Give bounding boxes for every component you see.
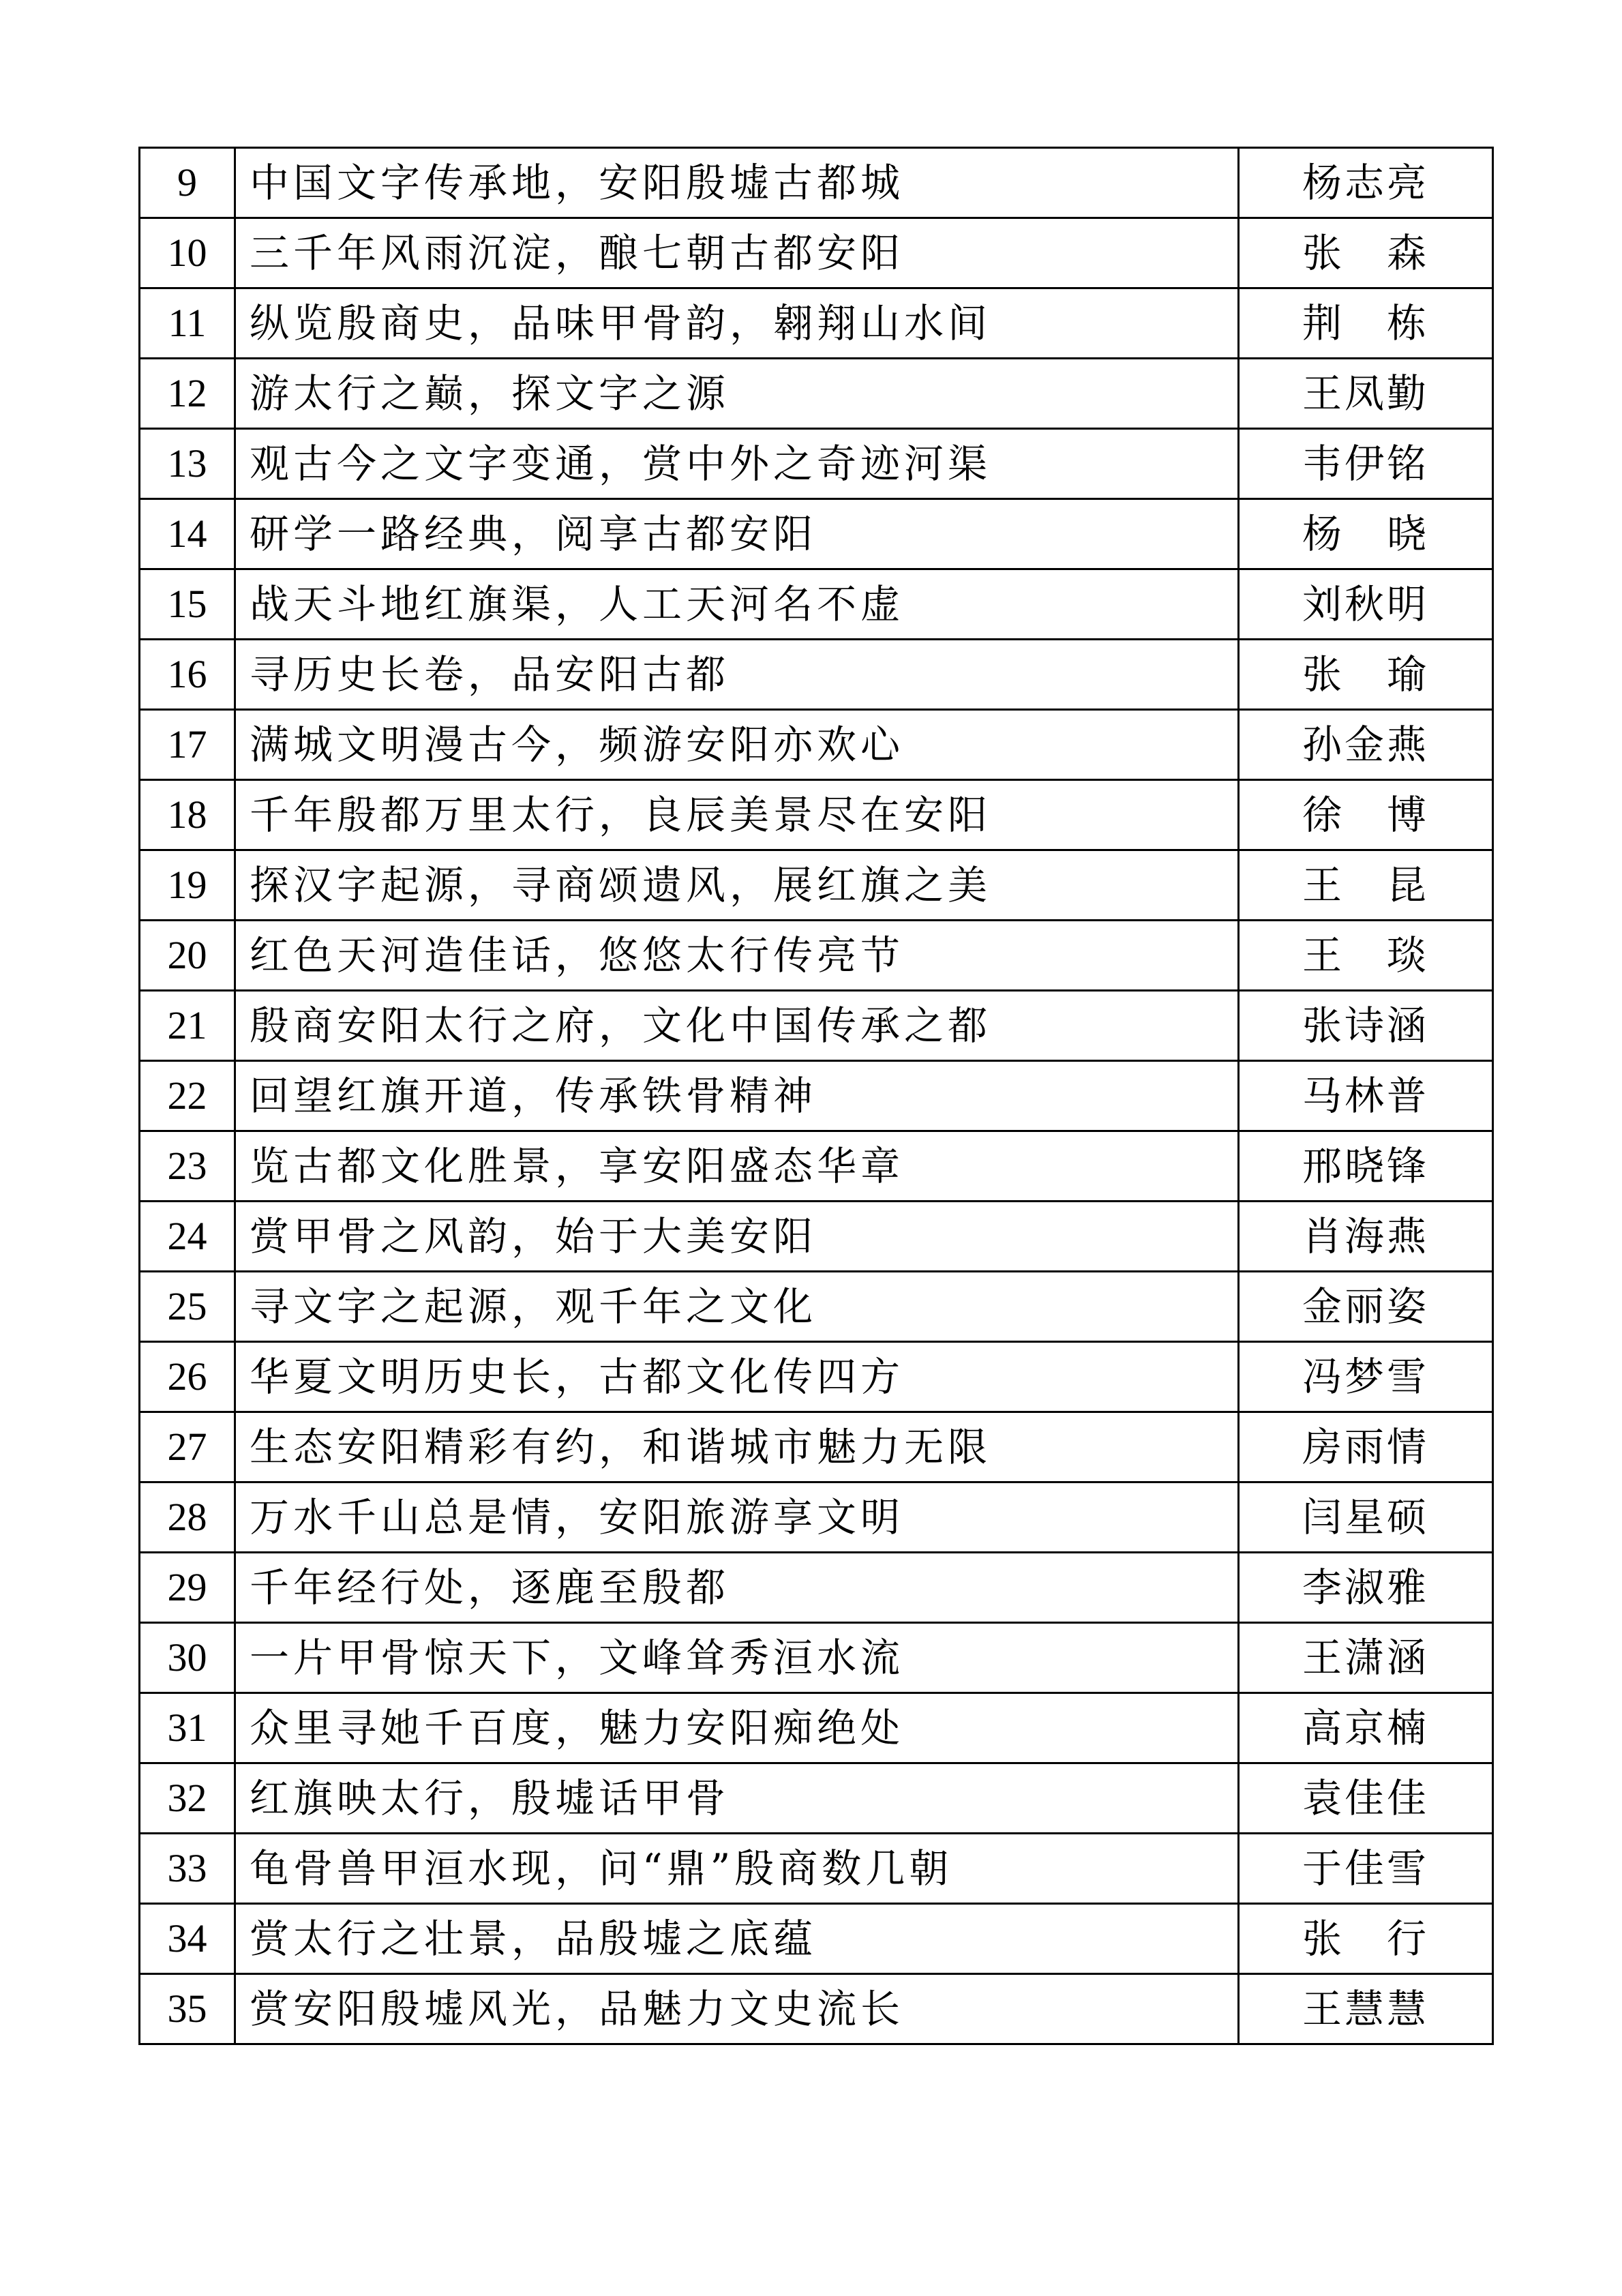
entry-title: 寻历史长卷，品安阳古都: [235, 640, 1239, 710]
entry-title: 殷商安阳太行之府，文化中国传承之都: [235, 991, 1239, 1061]
table-row: [140, 148, 1493, 218]
table-row: [140, 1342, 1493, 1412]
entry-title: 研学一路经典，阅享古都安阳: [235, 499, 1239, 569]
entry-author: 邢晓锋: [1239, 1131, 1493, 1202]
entry-title: 满城文明漫古今，频游安阳亦欢心: [235, 710, 1239, 780]
table-row: [140, 1974, 1493, 2044]
entry-title: 三千年风雨沉淀，酿七朝古都安阳: [235, 218, 1239, 288]
entry-title: 红色天河造佳话，悠悠太行传亮节: [235, 921, 1239, 991]
entry-number: 11: [140, 288, 235, 359]
entry-number: 23: [140, 1131, 235, 1202]
table-row: [140, 1202, 1493, 1272]
table-row: [140, 429, 1493, 499]
entry-author: 房雨情: [1239, 1412, 1493, 1482]
entry-author: 王 昆: [1239, 850, 1493, 921]
table-row: [140, 1272, 1493, 1342]
entry-author: 李淑雅: [1239, 1553, 1493, 1623]
entry-author: 王慧慧: [1239, 1974, 1493, 2044]
entry-author: 孙金燕: [1239, 710, 1493, 780]
entry-title: 华夏文明历史长，古都文化传四方: [235, 1342, 1239, 1412]
table-row: [140, 499, 1493, 569]
table-row: [140, 1763, 1493, 1834]
entry-number: 21: [140, 991, 235, 1061]
entry-author: 高京楠: [1239, 1693, 1493, 1763]
table-row: [140, 1412, 1493, 1482]
table-row: [140, 1131, 1493, 1202]
entry-author: 王潇涵: [1239, 1623, 1493, 1693]
entry-author: 韦伊铭: [1239, 429, 1493, 499]
entry-number: 26: [140, 1342, 235, 1412]
table-row: [140, 991, 1493, 1061]
entry-author: 张 森: [1239, 218, 1493, 288]
entry-title: 战天斗地红旗渠，人工天河名不虚: [235, 569, 1239, 640]
table-row: [140, 1623, 1493, 1693]
entry-author: 刘秋明: [1239, 569, 1493, 640]
entry-title: 游太行之巅，探文字之源: [235, 359, 1239, 429]
entry-number: 13: [140, 429, 235, 499]
entry-title: 览古都文化胜景，享安阳盛态华章: [235, 1131, 1239, 1202]
table-row: [140, 1482, 1493, 1553]
entry-number: 9: [140, 148, 235, 218]
entry-number: 32: [140, 1763, 235, 1834]
entry-title: 生态安阳精彩有约，和谐城市魅力无限: [235, 1412, 1239, 1482]
entry-title: 一片甲骨惊天下，文峰耸秀洹水流: [235, 1623, 1239, 1693]
entry-number: 18: [140, 780, 235, 850]
entry-author: 徐 博: [1239, 780, 1493, 850]
entry-title: 千年殷都万里太行，良辰美景尽在安阳: [235, 780, 1239, 850]
entry-number: 15: [140, 569, 235, 640]
entry-title: 探汉字起源，寻商颂遗风，展红旗之美: [235, 850, 1239, 921]
entry-title: 众里寻她千百度，魅力安阳痴绝处: [235, 1693, 1239, 1763]
table-row: [140, 1834, 1493, 1904]
table-row: [140, 569, 1493, 640]
entry-title: 中国文字传承地，安阳殷墟古都城: [235, 148, 1239, 218]
entry-author: 张 行: [1239, 1904, 1493, 1974]
entry-number: 20: [140, 921, 235, 991]
entry-title: 寻文字之起源，观千年之文化: [235, 1272, 1239, 1342]
entry-number: 19: [140, 850, 235, 921]
entry-author: 张诗涵: [1239, 991, 1493, 1061]
table-row: [140, 359, 1493, 429]
entry-title: 万水千山总是情，安阳旅游享文明: [235, 1482, 1239, 1553]
entry-author: 杨 晓: [1239, 499, 1493, 569]
table-row: [140, 1061, 1493, 1131]
entry-title: 纵览殷商史，品味甲骨韵，翱翔山水间: [235, 288, 1239, 359]
entry-number: 31: [140, 1693, 235, 1763]
entry-author: 金丽姿: [1239, 1272, 1493, 1342]
table-row: [140, 1904, 1493, 1974]
entry-author: 王凤勤: [1239, 359, 1493, 429]
entry-number: 34: [140, 1904, 235, 1974]
entry-number: 16: [140, 640, 235, 710]
entry-title: 赏安阳殷墟风光，品魅力文史流长: [235, 1974, 1239, 2044]
entry-title: 红旗映太行，殷墟话甲骨: [235, 1763, 1239, 1834]
entry-title: 千年经行处，逐鹿至殷都: [235, 1553, 1239, 1623]
table-row: [140, 921, 1493, 991]
entry-title: 龟骨兽甲洹水现，问“鼎”殷商数几朝: [235, 1834, 1239, 1904]
entry-number: 24: [140, 1202, 235, 1272]
entry-number: 22: [140, 1061, 235, 1131]
entry-author: 王 琰: [1239, 921, 1493, 991]
entry-author: 闫星硕: [1239, 1482, 1493, 1553]
entry-number: 17: [140, 710, 235, 780]
entry-number: 33: [140, 1834, 235, 1904]
table-row: [140, 710, 1493, 780]
entry-number: 12: [140, 359, 235, 429]
entry-number: 28: [140, 1482, 235, 1553]
entry-author: 杨志亮: [1239, 148, 1493, 218]
entry-author: 于佳雪: [1239, 1834, 1493, 1904]
entry-table-body: [140, 148, 1493, 2044]
entry-number: 27: [140, 1412, 235, 1482]
entry-title: 回望红旗开道，传承铁骨精神: [235, 1061, 1239, 1131]
entry-number: 14: [140, 499, 235, 569]
entry-author: 肖海燕: [1239, 1202, 1493, 1272]
entry-author: 马林普: [1239, 1061, 1493, 1131]
table-row: [140, 780, 1493, 850]
table-row: [140, 640, 1493, 710]
entry-author: 荆 栋: [1239, 288, 1493, 359]
entry-number: 29: [140, 1553, 235, 1623]
entry-number: 35: [140, 1974, 235, 2044]
table-row: [140, 218, 1493, 288]
entry-number: 30: [140, 1623, 235, 1693]
table-row: [140, 850, 1493, 921]
table-row: [140, 1693, 1493, 1763]
table-row: [140, 1553, 1493, 1623]
entry-author: 张 瑜: [1239, 640, 1493, 710]
entry-number: 25: [140, 1272, 235, 1342]
entry-title: 赏太行之壮景，品殷墟之底蕴: [235, 1904, 1239, 1974]
entry-number: 10: [140, 218, 235, 288]
entry-author: 袁佳佳: [1239, 1763, 1493, 1834]
entry-title: 赏甲骨之风韵，始于大美安阳: [235, 1202, 1239, 1272]
entry-table: [138, 147, 1494, 2045]
table-row: [140, 288, 1493, 359]
entry-author: 冯梦雪: [1239, 1342, 1493, 1412]
entry-title: 观古今之文字变通，赏中外之奇迹河渠: [235, 429, 1239, 499]
